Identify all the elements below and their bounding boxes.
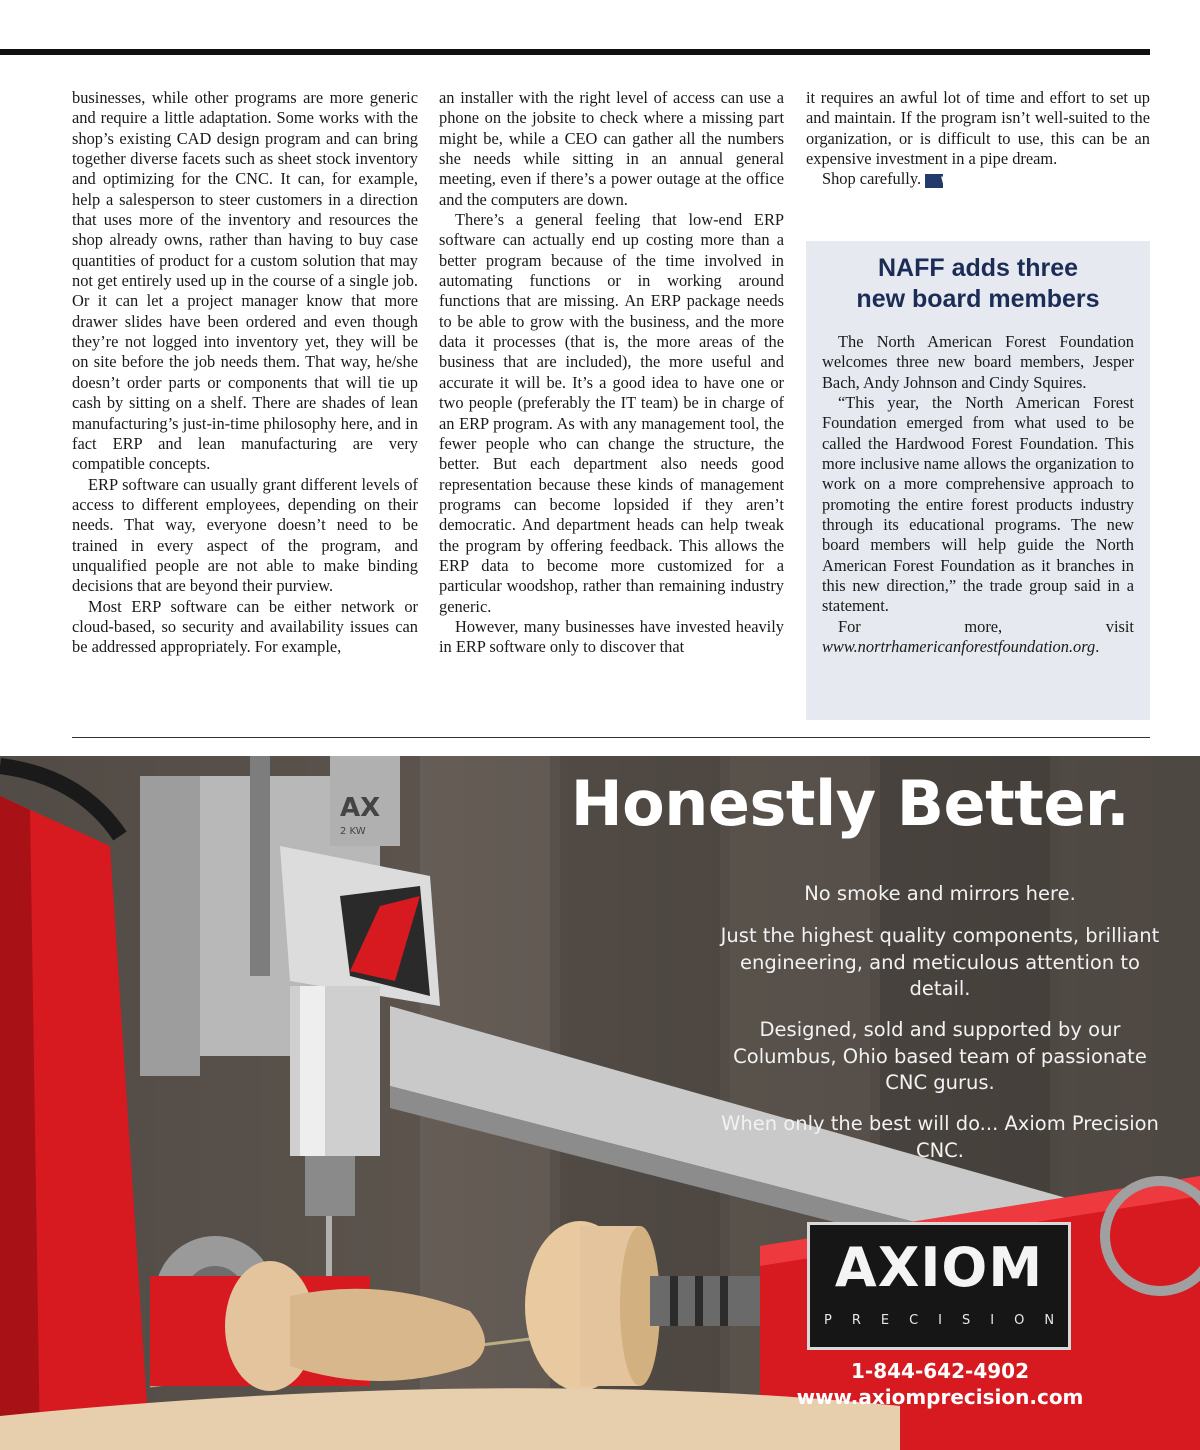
article-paragraph: However, many businesses have invested heavily in ERP software only to discover that	[439, 616, 784, 657]
spindle-kw: 2 KW	[340, 826, 366, 837]
sidebar-title	[806, 253, 1150, 315]
sidebar-body	[822, 332, 1134, 658]
article-column-2	[439, 88, 784, 658]
sidebar-title-line: new board members	[856, 285, 1100, 313]
sidebar-paragraph	[822, 617, 1134, 658]
sidebar-title-line: NAFF adds three	[877, 254, 1079, 282]
ad-website-link[interactable]: www.axiomprecision.com	[796, 1385, 1084, 1409]
axiom-advertisement	[0, 756, 1200, 1450]
tailstock	[650, 1276, 760, 1326]
ad-copy-line: Designed, sold and supported by our Columbus, Ohio based team of passionate CNC gurus.	[733, 1018, 1147, 1094]
end-mark-icon: W	[925, 174, 943, 188]
ad-copy-line: Just the highest quality components, brilliant engineering, and meticulous attention to detail.	[720, 924, 1160, 1000]
spindle-label: AX	[340, 793, 381, 823]
ad-copy-line: When only the best will do... Axiom Precision CNC.	[721, 1112, 1159, 1162]
article-paragraph: an installer with the right level of access can use a phone on the jobsite to check where a missing part might be, while a CEO can gather all the numbers she needs while sitting in an annual general meeting, even if there’s a power outage at the office and the computers are down.	[439, 88, 784, 209]
sidebar-url-link[interactable]: www.nortrhamericanforestfoundation.org	[822, 637, 1096, 657]
sidebar-visit-text: For more, visit	[838, 616, 1134, 636]
bottom-rule	[72, 737, 1150, 738]
logo-wordmark: AXIOM	[834, 1236, 1044, 1299]
article-column-3	[806, 88, 1150, 190]
article-paragraph: businesses, while other programs are more generic and require a little adaptation. Some works with the shop’s existing CAD design program and can bring together diverse facets such as sheet stock inventory and optimizing for the CNC. It can, for example, help a salesperson to steer customers in a direction that uses more of the inventory and resources the shop already owns, rather than having to buy case quantities of product for a custom solution that may not get entirely used up in the course of a single job. Or it can let a project manager know that more drawer slides have been ordered and even though they’re not logged into inventory yet, they will be on site before the job needs them. That way, he/she doesn’t order parts or components that will tie up cash by sitting on a shelf. There are shades of lean manufacturing’s just-in-time philosophy here, and in fact ERP and lean manufacturing are very compatible concepts.	[72, 88, 418, 474]
ad-headline: Honestly Better.	[570, 767, 1130, 840]
ad-phone-number[interactable]: 1-844-642-4902	[851, 1359, 1029, 1383]
article-paragraph: it requires an awful lot of time and effort to set up and maintain. If the program isn’t well-suited to the organization, or is difficult to use, this can be an expensive investment in a pipe dream.	[806, 88, 1150, 169]
logo-subtitle: PRECISION	[824, 1313, 1075, 1328]
article-paragraph: Most ERP software can be either network or cloud-based, so security and availability issues can be addressed appropriately. For example,	[72, 596, 418, 657]
ad-copy-line: No smoke and mirrors here.	[804, 882, 1076, 905]
top-rule	[0, 49, 1150, 55]
naff-sidebar	[806, 241, 1150, 720]
article-closing-paragraph	[806, 169, 1150, 189]
closing-text: Shop carefully.	[822, 169, 922, 189]
axiom-logo	[807, 1222, 1075, 1350]
article-paragraph: There’s a general feeling that low-end ERP software can actually end up costing more than a better program because of the time involved in automating functions or in working around functions that are missing. An ERP package needs to be able to grow with the business, and the more data it processes (that is, the more areas of the business that are included), the more useful and accurate it will be. It’s a good idea to have one or two people (preferably the IT team) be in charge of an ERP program. As with any management tool, the fewer people who can change the structure, the better. But each department also needs good representation because these kinds of management programs can become lopsided if they aren’t democratic. And department heads can help tweak the program by offering feedback. This allows the ERP data to become more customized for a particular woodshop, rather than remaining industry generic.	[439, 210, 784, 616]
article-column-1	[72, 88, 418, 658]
sidebar-paragraph: The North American Forest Foundation welcomes three new board members, Jesper Bach, Andy Johnson and Cindy Squires.	[822, 332, 1134, 392]
sidebar-period: .	[1095, 637, 1100, 657]
sidebar-paragraph: “This year, the North American Forest Foundation emerged from what used to be called the Hardwood Forest Foundation. This more inclusive name allows the organization to work on a more comprehensive approach to promoting the entire forest products industry through its educational programs. The new board members will help guide the North American Forest Foundation as it branches in this new direction,” the trade group said in a statement.	[822, 393, 1134, 616]
article-paragraph: ERP software can usually grant different levels of access to different employees, depending on their needs. That way, everyone doesn’t need to be trained in every aspect of the program, and unqualified people are not able to make binding decisions that are beyond their purview.	[72, 474, 418, 596]
